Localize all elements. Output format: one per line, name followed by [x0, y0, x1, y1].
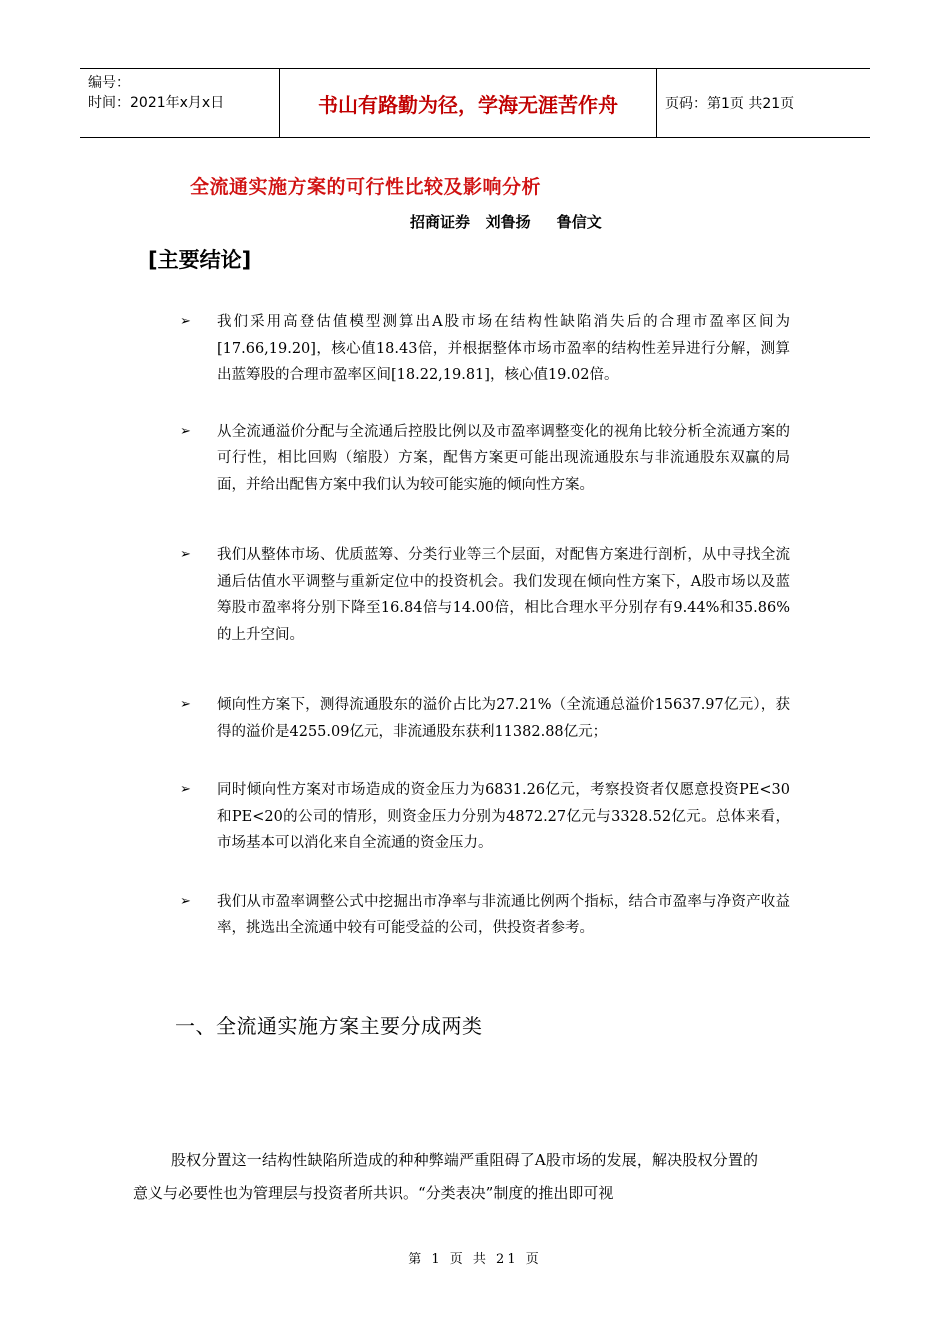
- conclusion-list: [180, 309, 790, 942]
- page-footer: 第 1 页 共 21 页: [408, 1252, 542, 1267]
- body-paragraph: 股权分置这一结构性缺陷所造成的种种弊端严重阻碍了A股市场的发展，解决股权分置的意义与必要性也为管理层与投资者所共识。“分类表决”制度的推出即可视: [133, 1151, 758, 1202]
- conclusion-item: [180, 419, 790, 499]
- conclusion-text: 我们采用高登估值模型测算出A股市场在结构性缺陷消失后的合理市盈率区间为[17.66,19.20]，核心值18.43倍，并根据整体市场市盈率的结构性差异进行分解，测算出蓝筹股的合理市盈率区间[18.22,19.81]，核心值19.02倍。: [217, 314, 790, 383]
- conclusion-item: [180, 692, 790, 745]
- conclusion-item: [180, 309, 790, 389]
- conclusion-text: 我们从整体市场、优质蓝筹、分类行业等三个层面，对配售方案进行剖析，从中寻找全流通后估值水平调整与重新定位中的投资机会。我们发现在倾向性方案下，A股市场以及蓝筹股市盈率将分别下降至16.84倍与14.00倍，相比合理水平分别存有9.44%和35.86%的上升空间。: [217, 547, 790, 643]
- section-heading: 一、全流通实施方案主要分成两类: [175, 1014, 483, 1038]
- conclusion-heading: [主要结论]: [148, 248, 252, 272]
- bullet-arrow-icon: ➢: [180, 547, 191, 562]
- number-label: 编号：: [88, 75, 130, 91]
- bullet-arrow-icon: ➢: [180, 893, 191, 909]
- conclusion-text: 我们从市盈率调整公式中挖掘出市净率与非流通比例两个指标，结合市盈率与净资产收益率，挑选出全流通中较有可能受益的公司，供投资者参考。: [217, 893, 790, 936]
- conclusion-text: 从全流通溢价分配与全流通后控股比例以及市盈率调整变化的视角比较分析全流通方案的可行性，相比回购（缩股）方案，配售方案更可能出现流通股东与非流通股东双赢的局面，并给出配售方案中我们认为较可能实施的倾向性方案。: [217, 423, 790, 493]
- conclusion-text: 倾向性方案下，测得流通股东的溢价占比为27.21%（全流通总溢价15637.97亿元），获得的溢价是4255.09亿元，非流通股东获利11382.88亿元；: [217, 697, 790, 740]
- time-label: 时间：2021年x月x日: [88, 95, 225, 111]
- header-page-info: 页码：第1页 共21页: [665, 96, 795, 112]
- bullet-arrow-icon: ➢: [180, 782, 191, 797]
- header-motto: 书山有路勤为径，学海无涯苦作舟: [280, 69, 657, 137]
- bullet-arrow-icon: ➢: [180, 314, 191, 329]
- document-authors: 招商证券 刘鲁扬 鲁信文: [410, 213, 602, 231]
- header-meta: [80, 69, 280, 137]
- page-header: [80, 68, 870, 138]
- conclusion-item: [180, 889, 790, 942]
- conclusion-item: [180, 777, 790, 857]
- document-title: 全流通实施方案的可行性比较及影响分析: [190, 176, 542, 198]
- conclusion-item: [180, 542, 790, 648]
- bullet-arrow-icon: ➢: [180, 697, 191, 712]
- bullet-arrow-icon: ➢: [180, 423, 191, 439]
- conclusion-text: 同时倾向性方案对市场造成的资金压力为6831.26亿元，考察投资者仅愿意投资PE<30和PE<20的公司的情形，则资金压力分别为4872.27亿元与3328.52亿元。总体来看，市场基本可以消化来自全流通的资金压力。: [217, 782, 790, 851]
